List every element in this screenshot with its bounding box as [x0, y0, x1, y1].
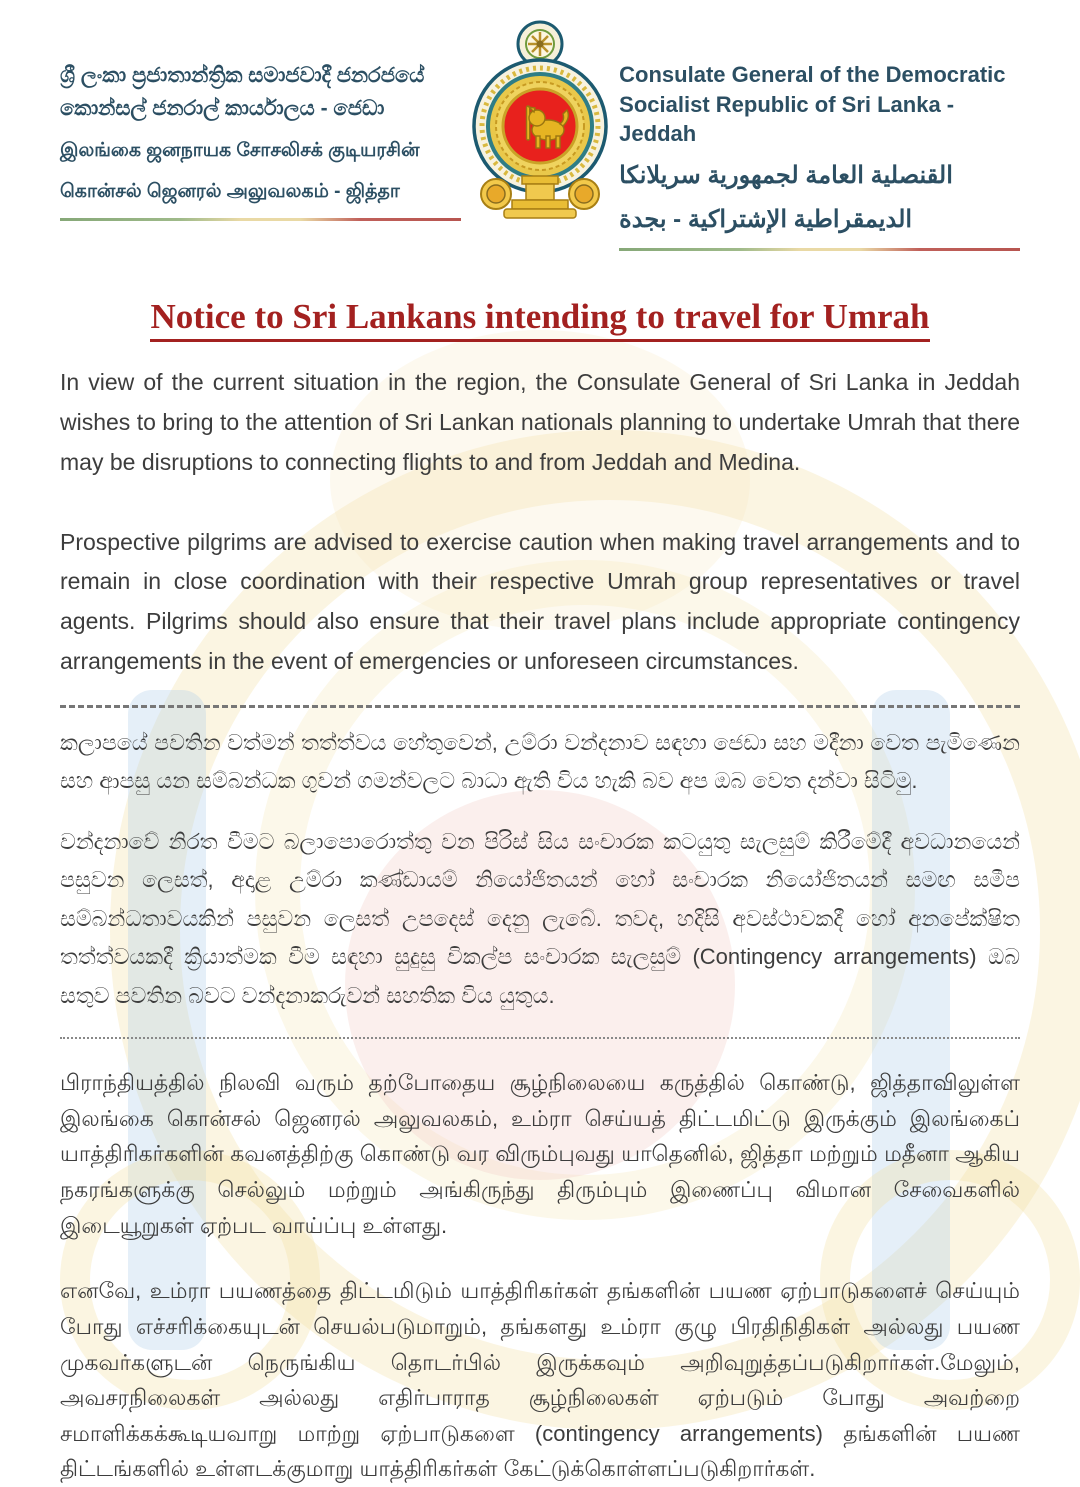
letterhead-left: [60, 18, 461, 221]
consulate-name-sinhala-line1: ශ්‍රී ලංකා ප්‍රජාතාන්ත්‍රික සමාජවාදී ජනරජයේ: [60, 64, 425, 87]
tamil-paragraph-1: பிராந்தியத்தில் நிலவி வரும் தற்போதைய சூழ்நிலையை கருத்தில் கொண்டு, ஜித்தாவிலுள்ள இலங்கை கொன்சல் ஜெனரல் அலுவலகம், உம்ரா செய்யத் திட்டமிட்டு இருக்கும் இலங்கைப் யாத்திரிகர்களின் கவனத்திற்கு கொண்டு வர விரும்புவது யாதெனில், ஜித்தா மற்றும் மதீனா ஆகிய நகரங்களுக்கு செல்லும் மற்றும் அங்கிருந்து திரும்பும் இணைப்பு விமான சேவைகளில் இடையூறுகள் ஏற்பட வாய்ப்பு உள்ளது.: [60, 1070, 1020, 1238]
english-paragraph-1: In view of the current situation in the region, the Consulate General of Sri Lanka in Jeddah wishes to bring to the attention of Sri Lankan nationals planning to undertake Umrah that there may be disruptions to connecting flights to and from Jeddah and Medina.: [60, 369, 1020, 475]
consulate-name-english-line2: Socialist Republic of Sri Lanka - Jeddah: [619, 91, 955, 147]
consulate-name-arabic-line2: الديمقراطية الإشتراكية - بجدة: [619, 205, 913, 233]
sri-lanka-emblem-icon: [464, 18, 616, 222]
flag-tricolor-rule: [60, 218, 461, 221]
sinhala-paragraph-2: වන්දනාවේ නිරත වීමට බලාපොරොත්තු වන පිරිස් සිය සංචාරක කටයුතු සැලසුම් කිරීමේදී අවධානයෙන් පසුවන ලෙසත්, අදාළ උම්රා කණ්ඩායම් නියෝජිතයන් හෝ සංචාරක නියෝජිතයන් සමඟ සමීප සම්බන්ධතාවයකින් පසුවන ලෙසත් උපදෙස් දෙනු ලැබේ. තවද, හදිසි අවස්ථාවකදී හෝ අනපේක්ෂිත තත්ත්වයකදී ක්‍රියාත්මක වීම සඳහා සුදුසු විකල්ප සංචාරක සැලසුම් (Contingency arrangements) ඔබ සතුව පවතින බවට වන්දනාකරුවන් සහතික විය යුතුය.: [60, 828, 1020, 1008]
consulate-name-sinhala-line2: කොන්සල් ජනරාල් කාර්යාලය - ජෙඩා: [60, 96, 385, 120]
tamil-paragraph-2: எனவே, உம்ரா பயணத்தை திட்டமிடும் யாத்திரிகர்கள் தங்களின் பயண ஏற்பாடுகளைச் செய்யும் போது எச்சரிக்கையுடன் செயல்படுமாறும், தங்களது உம்ரா குழு பிரதிநிதிகள் அல்லது பயண முகவர்களுடன் நெருங்கிய தொடர்பில் இருக்கவும் அறிவுறுத்தப்படுகிறார்கள்.மேலும், அவசரநிலைகள் அல்லது எதிர்பாராத சூழ்நிலைகள் ஏற்படும் போது அவற்றை சமாளிக்கக்கூடியவாறு மாற்று ஏற்பாடுகளை (contingency arrangements) தங்களின் பயண திட்டங்களில் உள்ளடக்குமாறு யாத்திரிகர்கள் கேட்டுக்கொள்ளப்படுகிறார்கள்.: [60, 1278, 1020, 1482]
letterhead-right: [619, 18, 1020, 251]
consulate-name-english-line1: Consulate General of the Democratic: [619, 62, 1006, 87]
notice-title: [60, 297, 1020, 337]
consulate-name-tamil-line1: இலங்கை ஜனநாயக சோசலிசக் குடியரசின்: [60, 140, 420, 162]
dotted-separator: [60, 1037, 1020, 1039]
english-paragraph-2: Prospective pilgrims are advised to exercise caution when making travel arrangements and to remain in close coordination with their respective Umrah group representatives or travel agents. Pilgrims should also ensure that their travel plans include appropriate contingency arrangements in the event of emergencies or unforeseen circumstances.: [60, 528, 1020, 674]
consulate-name-tamil-line2: கொன்சல் ஜெனரல் அலுவலகம் - ஜித்தா: [60, 180, 400, 202]
notice-title-text: Notice to Sri Lankans intending to travel for Umrah: [150, 297, 929, 342]
flag-tricolor-rule: [619, 248, 1020, 251]
letterhead: [60, 18, 1020, 251]
sinhala-paragraph-1: කලාපයේ පවතින වත්මන් තත්ත්වය හේතුවෙන්, උම්රා වන්දනාව සඳහා ජෙඩා සහ මදීනා වෙත පැමිණෙන සහ ආපසු යන සම්බන්ධක ගුවන් ගමන්වලට බාධා ඇති විය හැකි බව අප ඔබ වෙත දන්වා සිටිමු.: [60, 729, 1020, 794]
sri-lanka-emblem-icon: [461, 18, 619, 222]
consulate-name-arabic-line1: القنصلية العامة لجمهورية سريلانكا: [619, 162, 953, 190]
dashed-separator: [60, 705, 1020, 708]
